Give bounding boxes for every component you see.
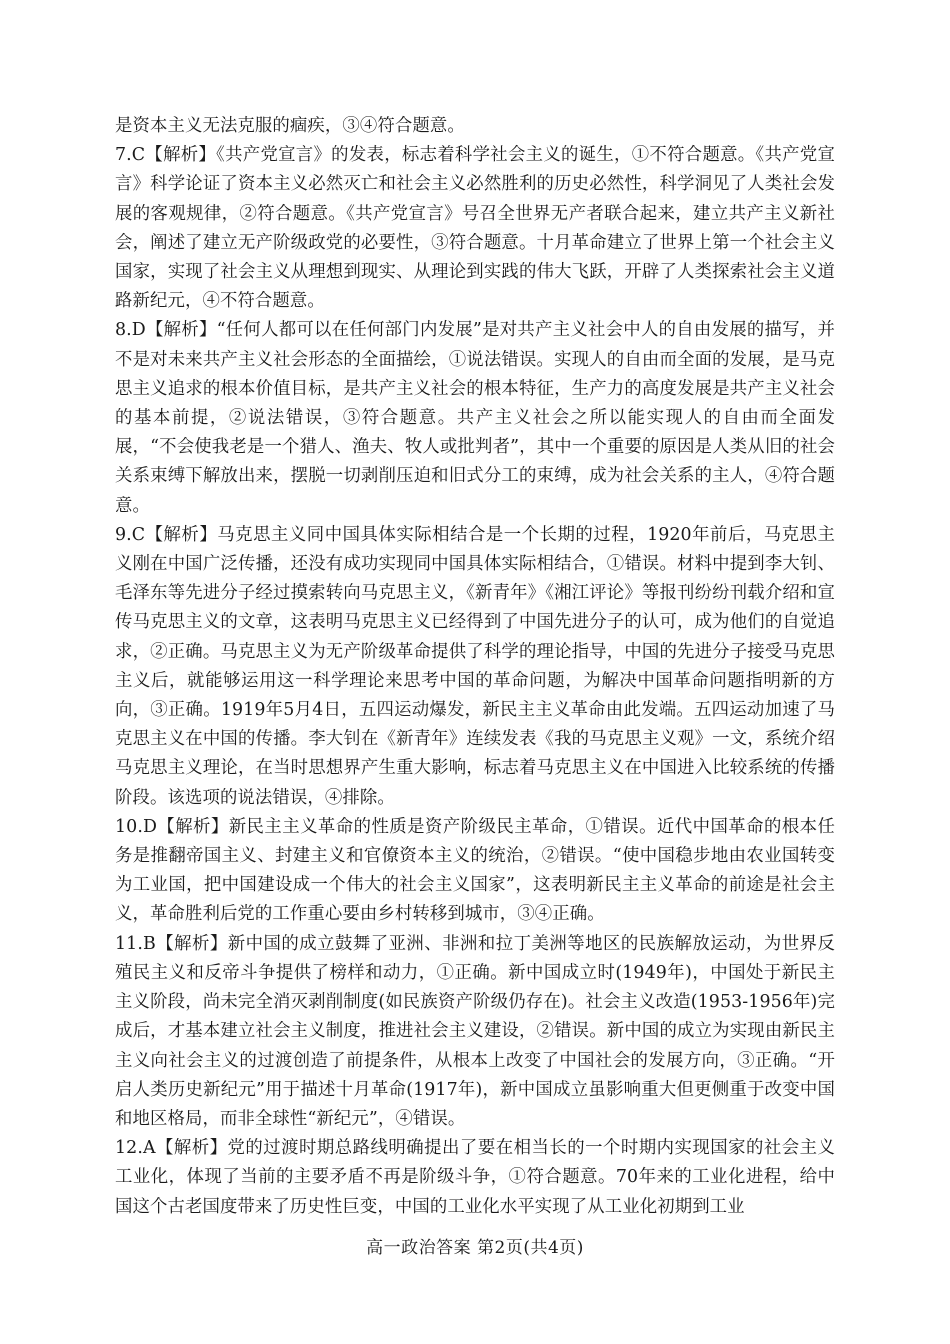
- page-footer: 高一政治答案 第2页(共4页): [366, 1238, 584, 1258]
- paragraph-continuation: 是资本主义无法克服的痼疾，③④符合题意。: [115, 116, 465, 136]
- answer-7-explanation: 7.C【解析】《共产党宣言》的发表，标志着科学社会主义的诞生，①不符合题意。《共产党宣言》科学论证了资本主义必然灭亡和社会主义必然胜利的历史必然性，科学洞见了人类社会发展的客观规律，②符合题意。《共产党宣言》号召全世界无产者联合起来，建立共产主义新社会，阐述了建立无产阶级政党的必要性，③符合题意。十月革命建立了世界上第一个社会主义国家，实现了社会主义从理想到现实、从理论到实践的伟大飞跃，开辟了人类探索社会主义道路新纪元，④不符合题意。: [115, 145, 835, 312]
- answer-11-explanation: 11.B【解析】新中国的成立鼓舞了亚洲、非洲和拉丁美洲等地区的民族解放运动，为世界反殖民主义和反帝斗争提供了榜样和动力，①正确。新中国成立时(1949年)，中国处于新民主主义阶段，尚未完全消灭剥削制度(如民族资产阶级仍存在)。社会主义改造(1953-1956年)完成后，才基本建立社会主义制度，推进社会主义建设，②错误。新中国的成立为实现由新民主主义向社会主义的过渡创造了前提条件，从根本上改变了中国社会的发展方向，③正确。“开启人类历史新纪元”用于描述十月革命(1917年)，新中国成立虽影响重大但更侧重于改变中国和地区格局，而非全球性“新纪元”，④错误。: [115, 933, 835, 1129]
- answer-12-explanation: 12.A【解析】党的过渡时期总路线明确提出了要在相当长的一个时期内实现国家的社会主义工业化，体现了当前的主要矛盾不再是阶级斗争，①符合题意。70年来的工业化进程，给中国这个古老国度带来了历史性巨变，中国的工业化水平实现了从工业化初期到工业: [115, 1138, 835, 1217]
- answer-10-explanation: 10.D【解析】新民主主义革命的性质是资产阶级民主革命，①错误。近代中国革命的根本任务是推翻帝国主义、封建主义和官僚资本主义的统治，②错误。“使中国稳步地由农业国转变为工业国，把中国建设成一个伟大的社会主义国家”，这表明新民主主义革命的前途是社会主义，革命胜利后党的工作重心要由乡村转移到城市，③④正确。: [115, 816, 835, 925]
- answer-9-explanation: 9.C【解析】马克思主义同中国具体实际相结合是一个长期的过程，1920年前后，马克思主义刚在中国广泛传播，还没有成功实现同中国具体实际相结合，①错误。材料中提到李大钊、毛泽东等先进分子经过摸索转向马克思主义，《新青年》《湘江评论》等报刊纷纷刊载介绍和宣传马克思主义的文章，这表明马克思主义已经得到了中国先进分子的认可，成为他们的自觉追求，②正确。马克思主义为无产阶级革命提供了科学的理论指导，中国的先进分子接受马克思主义后，就能够运用这一科学理论来思考中国的革命问题，为解决中国革命问题指明新的方向，③正确。1919年5月4日，五四运动爆发，新民主主义革命由此发端。五四运动加速了马克思主义在中国的传播。李大钊在《新青年》连续发表《我的马克思主义观》一文，系统介绍马克思主义理论，在当时思想界产生重大影响，标志着马克思主义在中国进入比较系统的传播阶段。该选项的说法错误，④排除。: [115, 524, 835, 808]
- answer-8-explanation: 8.D【解析】“任何人都可以在任何部门内发展”是对共产主义社会中人的自由发展的描写，并不是对未来共产主义社会形态的全面描绘，①说法错误。实现人的自由而全面的发展，是马克思主义追求的根本价值目标，是共产主义社会的根本特征，生产力的高度发展是共产主义社会的基本前提，②说法错误，③符合题意。共产主义社会之所以能实现人的自由而全面发展，“不会使我老是一个猎人、渔夫、牧人或批判者”，其中一个重要的原因是人类从旧的社会关系束缚下解放出来，摆脱一切剥削压迫和旧式分工的束缚，成为社会关系的主人，④符合题意。: [115, 320, 835, 516]
- answer-page-body: [115, 112, 835, 1222]
